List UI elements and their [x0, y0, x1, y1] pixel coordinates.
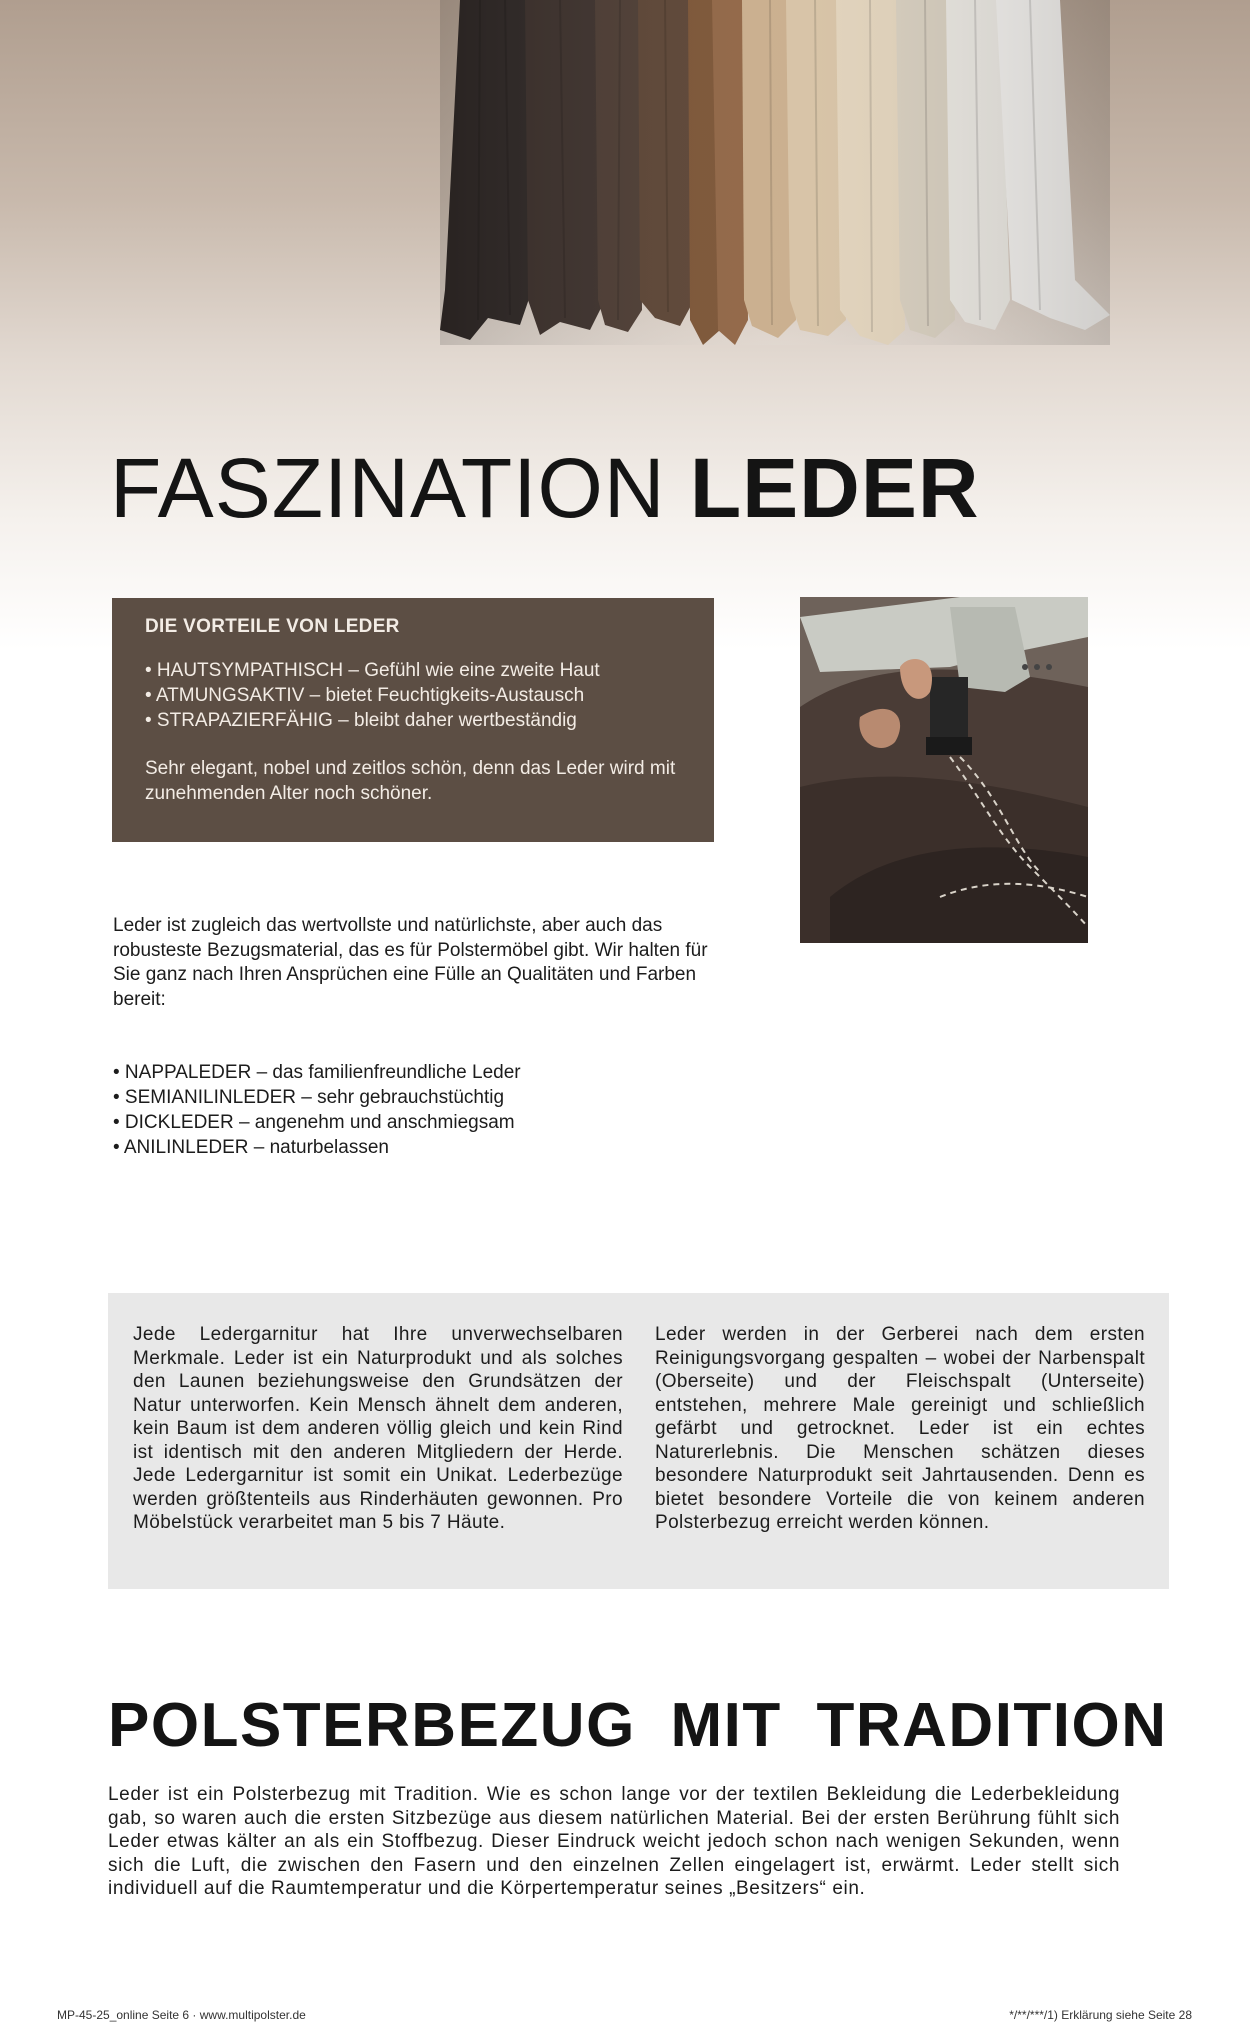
quality-item: • ANILINLEDER – naturbelassen — [113, 1137, 389, 1158]
info-column-right: Leder werden in der Gerberei nach dem ersten Reinigungsvorgang gespalten – wobei der Narbenspalt (Oberseite) und der Fleischspalt (Unterseite) entstehen, mehrere Male gereinigt und schließlich gefärbt und getrocknet. Leder ist ein echtes Naturerlebnis. Die Menschen schätzen dieses besondere Naturprodukt seit Jahrtausenden. Denn es bietet besondere Vorteile die von keinem anderen Polsterbezug erreicht werden können. — [655, 1324, 1145, 1533]
quality-item: • DICKLEDER – angenehm und anschmiegsam — [113, 1112, 515, 1133]
info-column-left: Jede Ledergarnitur hat Ihre unverwechselbaren Merkmale. Leder ist ein Naturprodukt und als solches den Launen beziehungsweise den Grundsätzen der Natur unterworfen. Kein Mensch ähnelt dem anderen, kein Baum ist dem anderen völlig gleich und kein Rind ist identisch mit den anderen Mitgliedern der Herde. Jede Ledergarnitur ist somit ein Unikat. Lederbezüge werden größtenteils aus Rinderhäuten gewonnen. Pro Möbelstück verarbeitet man 5 bis 7 Häute. — [133, 1324, 623, 1533]
quality-item: • NAPPALEDER – das familienfreundliche Leder — [113, 1062, 521, 1083]
page-title-bold: LEDER — [689, 441, 980, 535]
advantage-item: • STRAPAZIERFÄHIG – bleibt daher wertbeständig — [145, 710, 577, 731]
advantages-title: DIE VORTEILE VON LEDER — [145, 616, 400, 637]
info-box — [108, 1293, 1169, 1589]
sewing-machine-leather-stitching-image — [800, 597, 1088, 943]
page-title — [110, 440, 980, 537]
intro-paragraph: Leder ist zugleich das wertvollste und natürlichste, aber auch das robusteste Bezugsmaterial, das es für Polstermöbel gibt. Wir halten für Sie ganz nach Ihren Ansprüchen eine Fülle an Qualitäten und Farben bereit: — [113, 915, 708, 1010]
advantages-list — [145, 658, 684, 733]
footer-right: */**/***/1) Erklärung siehe Seite 28 — [1009, 2008, 1192, 2022]
advantages-box — [112, 598, 714, 842]
tradition-paragraph: Leder ist ein Polsterbezug mit Tradition. Wie es schon lange vor der textilen Bekleidung die Lederbekleidung gab, so waren auch die ersten Sitzbezüge aus diesem natürlichen Material. Bei der ersten Berührung fühlt sich Leder etwas kälter an als ein Stoffbezug. Dieser Eindruck weicht jedoch schon nach wenigen Sekunden, wenn sich die Luft, die zwischen den Fasern und den einzelnen Zellen eingelagert ist, erwärmt. Leder stellt sich individuell auf die Raumtemperatur und die Körpertemperatur seines „Besitzers“ ein. — [108, 1784, 1120, 1899]
page-title-light: FASZINATION — [110, 441, 666, 535]
section-title: POLSTERBEZUG MIT TRADITION — [108, 1691, 1168, 1760]
leather-qualities-list — [113, 1060, 521, 1160]
quality-item: • SEMIANILINLEDER – sehr gebrauchstüchtig — [113, 1087, 505, 1108]
advantages-summary: Sehr elegant, nobel und zeitlos schön, denn das Leder wird mit zunehmenden Alter noch schöner. — [145, 758, 676, 804]
advantage-item: • HAUTSYMPATHISCH – Gefühl wie eine zweite Haut — [145, 660, 600, 681]
advantage-item: • ATMUNGSAKTIV – bietet Feuchtigkeits-Austausch — [145, 685, 585, 706]
footer-left: MP-45-25_online Seite 6 · www.multipolster.de — [57, 2008, 306, 2022]
